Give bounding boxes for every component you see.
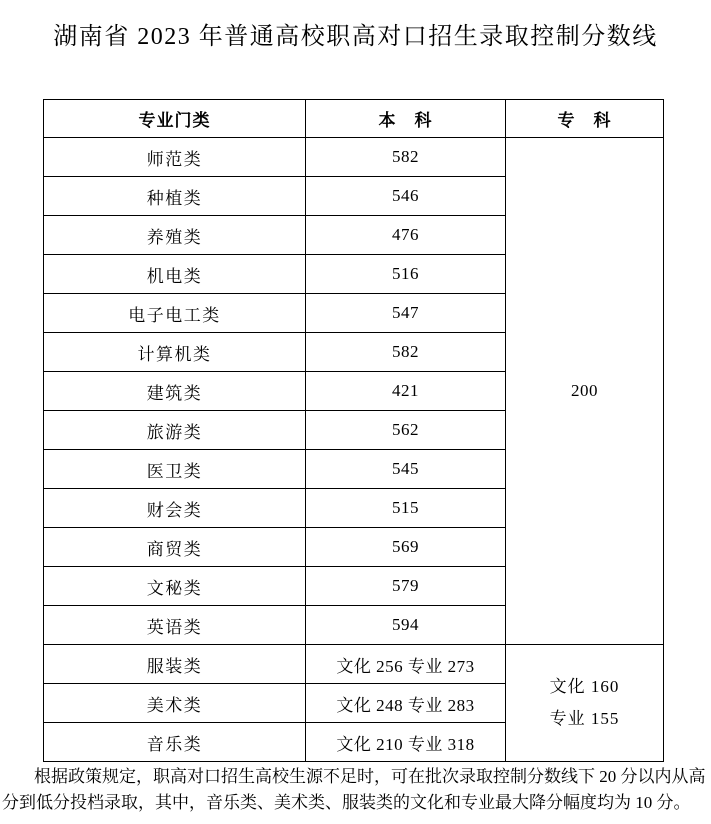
- policy-note: [0, 764, 711, 816]
- score-table: [43, 99, 664, 762]
- zhuanke-art-line: 专业 155: [549, 709, 620, 728]
- category-cell: 旅游类: [44, 411, 306, 450]
- benke-score-cell: 582: [306, 333, 506, 372]
- table-header: [44, 100, 664, 138]
- benke-score-cell: 582: [306, 138, 506, 177]
- zhuanke-merged-score-cell: 200: [506, 138, 664, 645]
- policy-note-line-2: 分到低分投档录取，其中，音乐类、美术类、服装类的文化和专业最大降分幅度均为 10 分。: [2, 793, 691, 812]
- category-cell: 英语类: [44, 606, 306, 645]
- benke-score-cell: 文化 210 专业 318: [306, 723, 506, 762]
- category-cell: 服装类: [44, 645, 306, 684]
- category-cell: 文秘类: [44, 567, 306, 606]
- header-benke: 本 科: [306, 100, 506, 138]
- page-title: 湖南省 2023 年普通高校职高对口招生录取控制分数线: [53, 24, 658, 50]
- header-row: [44, 100, 664, 138]
- category-cell: 机电类: [44, 255, 306, 294]
- benke-score-cell: 516: [306, 255, 506, 294]
- benke-score-cell: 文化 248 专业 283: [306, 684, 506, 723]
- category-cell: 种植类: [44, 177, 306, 216]
- header-zhuanke: 专 科: [506, 100, 664, 138]
- benke-score-cell: 476: [306, 216, 506, 255]
- category-cell: 音乐类: [44, 723, 306, 762]
- category-cell: 建筑类: [44, 372, 306, 411]
- table-row: [44, 138, 664, 177]
- benke-score-cell: 562: [306, 411, 506, 450]
- benke-score-cell: 569: [306, 528, 506, 567]
- category-cell: 养殖类: [44, 216, 306, 255]
- benke-score-cell: 579: [306, 567, 506, 606]
- benke-score-cell: 594: [306, 606, 506, 645]
- policy-note-line-1: 根据政策规定，职高对口招生高校生源不足时，可在批次录取控制分数线下 20 分以内从高: [34, 767, 706, 786]
- zhuanke-art-line: 文化 160: [549, 677, 620, 696]
- benke-score-cell: 547: [306, 294, 506, 333]
- benke-score-cell: 546: [306, 177, 506, 216]
- category-cell: 电子电工类: [44, 294, 306, 333]
- category-cell: 商贸类: [44, 528, 306, 567]
- benke-score-cell: 421: [306, 372, 506, 411]
- category-cell: 师范类: [44, 138, 306, 177]
- benke-score-cell: 545: [306, 450, 506, 489]
- zhuanke-art-merged-cell: [506, 645, 664, 762]
- category-cell: 财会类: [44, 489, 306, 528]
- category-cell: 美术类: [44, 684, 306, 723]
- header-category: 专业门类: [44, 100, 306, 138]
- category-cell: 计算机类: [44, 333, 306, 372]
- category-cell: 医卫类: [44, 450, 306, 489]
- benke-score-cell: 515: [306, 489, 506, 528]
- table-body: [44, 138, 664, 762]
- benke-score-cell: 文化 256 专业 273: [306, 645, 506, 684]
- table-row: [44, 645, 664, 684]
